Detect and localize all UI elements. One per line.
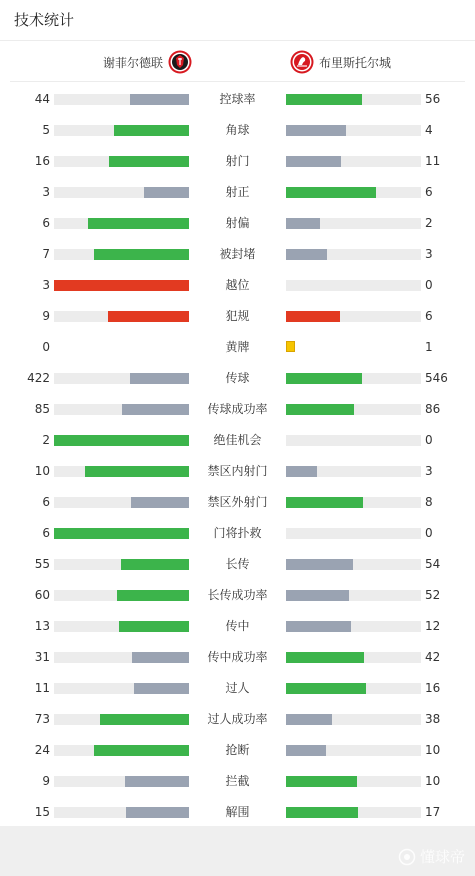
away-stat-bar: [286, 218, 320, 229]
away-stat-value: 86: [425, 402, 441, 416]
away-stat-bar-track: [286, 187, 421, 198]
home-stat-value: 3: [42, 185, 50, 199]
bristol-city-crest-icon: [290, 50, 314, 74]
away-stat-bar-track: [286, 714, 421, 725]
stat-label: 传球: [225, 371, 250, 385]
away-stat-value: 0: [425, 433, 433, 447]
away-stat-bar-track: [286, 683, 421, 694]
stat-row: [0, 394, 475, 425]
away-stat-value: 56: [425, 92, 441, 106]
home-stat-bar: [54, 435, 189, 446]
home-stat-bar-track: [54, 528, 189, 539]
away-stat-value: 1: [425, 340, 433, 354]
stat-label: 犯规: [225, 309, 250, 323]
home-stat-bar: [109, 156, 189, 167]
away-stat-bar-track: [286, 559, 421, 570]
stat-label: 过人成功率: [207, 712, 268, 726]
home-stat-value: 55: [34, 557, 50, 571]
away-stat-bar: [286, 125, 346, 136]
stat-label: 传中成功率: [207, 650, 268, 664]
yellow-card-icon: [286, 341, 295, 352]
home-stat-bar-track: [54, 652, 189, 663]
away-stat-bar-track: [286, 590, 421, 601]
home-stat-bar-track: [54, 125, 189, 136]
home-stat-value: 85: [34, 402, 50, 416]
stat-row: [0, 115, 475, 146]
sheffield-united-crest-icon: [168, 50, 192, 74]
stat-row: [0, 208, 475, 239]
home-stat-bar-track: [54, 683, 189, 694]
away-stat-value: 0: [425, 526, 433, 540]
away-stat-value: 6: [425, 185, 433, 199]
page-title: 技术统计: [14, 11, 75, 29]
away-stat-value: 17: [425, 805, 441, 819]
stat-label: 射正: [225, 185, 250, 199]
stat-label: 禁区内射门: [207, 464, 268, 478]
away-stat-bar-track: [286, 311, 421, 322]
away-stat-value: 11: [425, 154, 441, 168]
away-stat-bar: [286, 187, 376, 198]
away-stat-bar: [286, 590, 349, 601]
home-stat-value: 31: [34, 650, 50, 664]
away-stat-value: 12: [425, 619, 441, 633]
away-stat-bar-track: [286, 249, 421, 260]
home-stat-bar-track: [54, 621, 189, 632]
home-stat-value: 60: [34, 588, 50, 602]
away-stat-bar-track: [286, 807, 421, 818]
away-stat-bar: [286, 404, 354, 415]
home-stat-bar: [131, 497, 189, 508]
home-stat-bar: [108, 311, 189, 322]
home-stat-bar-track: [54, 280, 189, 291]
away-stat-bar: [286, 466, 317, 477]
home-stat-bar-track: [54, 466, 189, 477]
away-stat-value: 8: [425, 495, 433, 509]
away-stat-value: 54: [425, 557, 441, 571]
stat-label: 传球成功率: [207, 402, 268, 416]
home-stat-value: 10: [34, 464, 50, 478]
home-stat-bar: [134, 683, 189, 694]
home-stat-bar: [94, 249, 189, 260]
home-stat-value: 6: [42, 216, 50, 230]
away-stat-value: 546: [425, 371, 448, 385]
stat-label: 被封堵: [219, 247, 256, 261]
stat-row: [0, 611, 475, 642]
home-stat-value: 6: [42, 495, 50, 509]
home-stat-value: 11: [34, 681, 50, 695]
home-stat-bar: [100, 714, 189, 725]
away-stat-bar-track: [286, 497, 421, 508]
stat-row: [0, 84, 475, 115]
home-stat-bar: [119, 621, 189, 632]
away-stat-value: 4: [425, 123, 433, 137]
home-stat-bar: [130, 373, 189, 384]
teams-row: [10, 41, 465, 82]
home-stat-bar-track: [54, 745, 189, 756]
away-stat-value: 3: [425, 464, 433, 478]
stat-row: [0, 425, 475, 456]
away-stat-bar: [286, 621, 351, 632]
home-team-name: 谢菲尔德联: [102, 55, 163, 70]
away-stat-value: 6: [425, 309, 433, 323]
away-stat-bar: [286, 652, 364, 663]
stat-row: [0, 301, 475, 332]
stat-row: [0, 580, 475, 611]
stat-row: [0, 797, 475, 828]
home-stat-bar-track: [54, 373, 189, 384]
away-stat-bar-track: [286, 404, 421, 415]
stat-row: [0, 549, 475, 580]
away-team[interactable]: [290, 50, 391, 74]
stat-label: 黄牌: [225, 340, 250, 354]
stat-row: [0, 239, 475, 270]
home-stat-bar: [125, 776, 189, 787]
away-stat-bar: [286, 776, 357, 787]
away-stat-value: 52: [425, 588, 441, 602]
home-stat-bar: [114, 125, 189, 136]
stat-row: [0, 642, 475, 673]
away-stat-bar-track: [286, 621, 421, 632]
home-stat-bar: [130, 94, 189, 105]
stat-label: 过人: [225, 681, 250, 695]
home-stat-bar-track: [54, 218, 189, 229]
home-stat-value: 6: [42, 526, 50, 540]
home-stat-bar: [121, 559, 189, 570]
away-stat-bar: [286, 683, 366, 694]
home-stat-bar-track: [54, 311, 189, 322]
home-stat-bar-track: [54, 776, 189, 787]
away-stat-value: 16: [425, 681, 441, 695]
stat-row: [0, 487, 475, 518]
stat-label: 门将扑救: [213, 526, 262, 540]
home-stat-value: 9: [42, 309, 50, 323]
home-stat-value: 16: [34, 154, 50, 168]
away-stat-bar-track: [286, 373, 421, 384]
stat-label: 射偏: [225, 216, 250, 230]
home-stat-value: 15: [34, 805, 50, 819]
home-stat-value: 9: [42, 774, 50, 788]
away-stat-bar: [286, 559, 353, 570]
home-stat-bar: [94, 745, 189, 756]
stat-row: [0, 177, 475, 208]
home-stat-value: 2: [42, 433, 50, 447]
home-stat-value: 44: [34, 92, 50, 106]
stat-label: 长传成功率: [207, 588, 268, 602]
away-stat-bar-track: [286, 745, 421, 756]
watermark-text: 懂球帝: [419, 848, 465, 866]
stat-row: [0, 332, 475, 363]
away-stat-bar: [286, 745, 326, 756]
stat-label: 越位: [225, 278, 250, 292]
home-stat-value: 13: [34, 619, 50, 633]
away-stat-bar: [286, 714, 332, 725]
home-stat-bar: [144, 187, 189, 198]
watermark: [398, 846, 465, 867]
away-stat-value: 42: [425, 650, 441, 664]
away-stat-bar-track: [286, 94, 421, 105]
away-stat-bar-track: [286, 156, 421, 167]
away-stat-bar: [286, 156, 341, 167]
stat-label: 射门: [225, 154, 250, 168]
away-stat-bar-track: [286, 218, 421, 229]
home-stat-bar-track: [54, 156, 189, 167]
stat-label: 长传: [225, 557, 250, 571]
stat-row: [0, 518, 475, 549]
stat-label: 禁区外射门: [207, 495, 268, 509]
away-stat-bar-track: [286, 528, 421, 539]
home-stat-bar-track: [54, 559, 189, 570]
stat-label: 角球: [225, 123, 250, 137]
away-stat-value: 10: [425, 774, 441, 788]
home-stat-bar-track: [54, 94, 189, 105]
away-stat-value: 0: [425, 278, 433, 292]
stat-label: 控球率: [219, 92, 256, 106]
stat-label: 抢断: [225, 743, 250, 757]
home-stat-bar-track: [54, 187, 189, 198]
home-stat-value: 0: [42, 340, 50, 354]
home-stat-bar: [85, 466, 189, 477]
stat-label: 绝佳机会: [213, 433, 262, 447]
away-stat-bar: [286, 497, 363, 508]
home-stat-bar: [122, 404, 189, 415]
away-stat-bar-track: [286, 776, 421, 787]
away-stat-bar: [286, 249, 327, 260]
away-stat-value: 2: [425, 216, 433, 230]
home-stat-bar-track: [54, 249, 189, 260]
stat-row: [0, 146, 475, 177]
home-stat-value: 422: [27, 371, 50, 385]
home-stat-bar-track: [54, 404, 189, 415]
home-stat-value: 5: [42, 123, 50, 137]
stat-label: 传中: [225, 619, 250, 633]
stat-row: [0, 673, 475, 704]
home-stat-bar: [132, 652, 189, 663]
away-stat-value: 3: [425, 247, 433, 261]
away-stat-value: 38: [425, 712, 441, 726]
away-stat-bar: [286, 807, 358, 818]
stat-row: [0, 735, 475, 766]
home-stat-value: 7: [42, 247, 50, 261]
home-stat-bar: [117, 590, 189, 601]
home-stat-value: 73: [34, 712, 50, 726]
away-stat-bar: [286, 373, 362, 384]
home-stat-bar-track: [54, 590, 189, 601]
dongqiudi-logo-icon: [398, 848, 416, 866]
stat-row: [0, 704, 475, 735]
home-stat-bar: [54, 528, 189, 539]
stat-row: [0, 363, 475, 394]
away-stat-bar-track: [286, 280, 421, 291]
away-stat-value: 10: [425, 743, 441, 757]
away-stat-bar-track: [286, 466, 421, 477]
away-stat-bar-track: [286, 125, 421, 136]
home-stat-value: 24: [34, 743, 50, 757]
home-stat-bar-track: [54, 714, 189, 725]
stat-row: [0, 270, 475, 301]
stat-row: [0, 456, 475, 487]
home-stat-bar-track: [54, 807, 189, 818]
page-header: [0, 0, 475, 41]
home-stat-bar: [126, 807, 189, 818]
home-stat-bar-track: [54, 497, 189, 508]
stat-label: 拦截: [225, 774, 250, 788]
away-team-name: 布里斯托尔城: [319, 55, 392, 70]
stat-label: 解围: [225, 805, 250, 819]
home-stat-bar: [88, 218, 189, 229]
away-stat-bar-track: [286, 652, 421, 663]
home-stat-value: 3: [42, 278, 50, 292]
stat-row: [0, 766, 475, 797]
home-stat-bar: [54, 280, 189, 291]
away-stat-bar-track: [286, 435, 421, 446]
away-stat-bar: [286, 311, 340, 322]
away-stat-bar: [286, 94, 362, 105]
home-team[interactable]: [103, 50, 192, 74]
home-stat-bar-track: [54, 435, 189, 446]
stats-list: [0, 82, 475, 828]
footer: [0, 826, 475, 876]
